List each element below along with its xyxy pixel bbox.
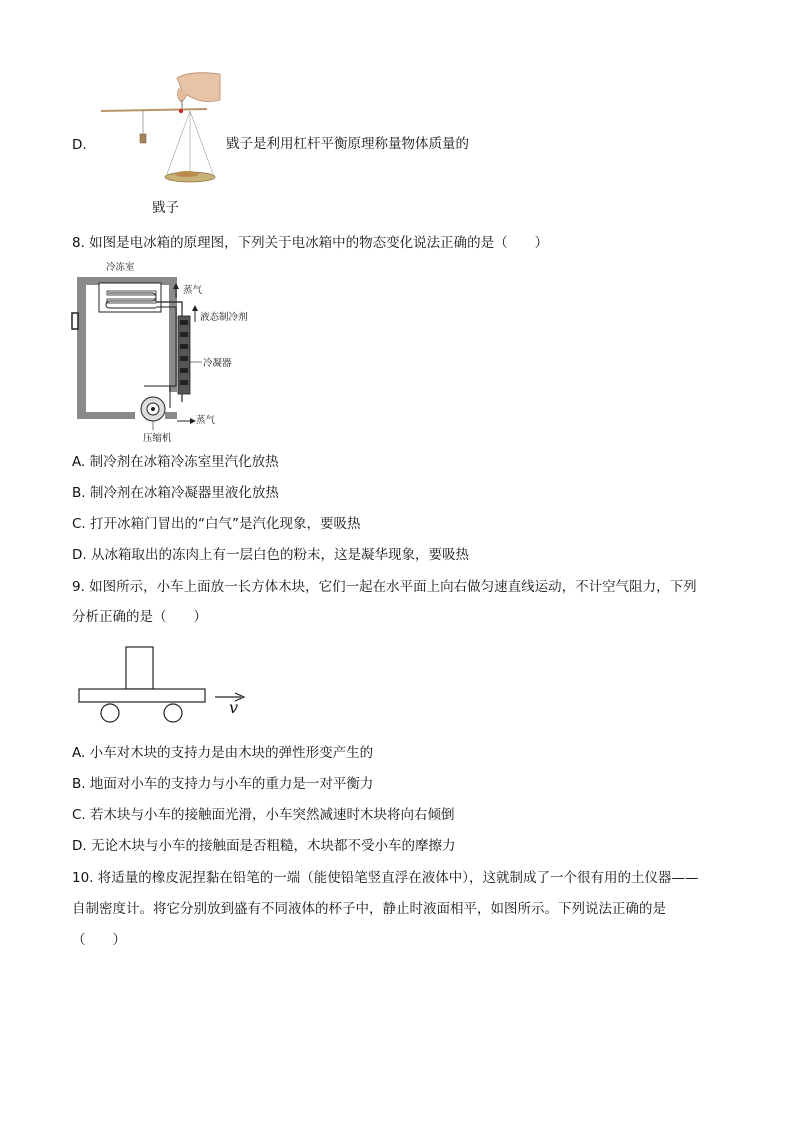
q10-stem-line3: （ ） [72, 932, 126, 948]
refrigerator-diagram [70, 258, 270, 438]
label-freezer: 冷冻室 [106, 262, 135, 273]
q8-option-a: A. 制冷剂在冰箱冷冻室里汽化放热 [72, 454, 279, 470]
label-vapor-bottom: 蒸气 [196, 415, 216, 426]
q8-option-c: C. 打开冰箱门冒出的“白气”是汽化现象，要吸热 [72, 516, 361, 532]
q9-option-b: B. 地面对小车的支持力与小车的重力是一对平衡力 [72, 776, 374, 792]
q8-stem: 8. 如图是电冰箱的原理图，下列关于电冰箱中的物态变化说法正确的是（ ） [72, 235, 549, 251]
steelyard-image [95, 70, 225, 190]
label-compressor: 压缩机 [143, 433, 172, 444]
q10-stem-line2: 自制密度计。将它分别放到盛有不同液体的杯子中，静止时液面相平，如图所示。下列说法正确的是 [72, 901, 666, 917]
q9-stem-line2: 分析正确的是（ ） [72, 609, 207, 625]
label-liquid-refrigerant: 液态制冷剂 [200, 312, 248, 323]
q9-option-d: D. 无论木块与小车的接触面是否粗糙，木块都不受小车的摩擦力 [72, 838, 456, 854]
q10-stem-line1: 10. 将适量的橡皮泥捏黏在铅笔的一端（能使铅笔竖直浮在液体中），这就制成了一个很有用的土仪器—— [72, 870, 699, 886]
velocity-label: v [229, 698, 239, 717]
q7-option-d-letter: D. [72, 137, 87, 153]
q8-option-b: B. 制冷剂在冰箱冷凝器里液化放热 [72, 485, 279, 501]
q7-image-caption: 戥子 [152, 200, 179, 216]
q9-option-a: A. 小车对木块的支持力是由木块的弹性形变产生的 [72, 745, 374, 761]
q8-option-d: D. 从冰箱取出的冻肉上有一层白色的粉末，这是凝华现象，要吸热 [72, 547, 469, 563]
label-vapor-top: 蒸气 [183, 285, 203, 296]
q7-option-d-text: 戥子是利用杠杆平衡原理称量物体质量的 [226, 136, 469, 152]
q9-option-c: C. 若木块与小车的接触面光滑，小车突然减速时木块将向右倾倒 [72, 807, 455, 823]
label-condenser: 冷凝器 [203, 358, 232, 369]
cart-block-diagram [75, 645, 255, 725]
q9-stem-line1: 9. 如图所示，小车上面放一长方体木块，它们一起在水平面上向右做匀速直线运动，不计空气阻力，下列 [72, 579, 697, 595]
